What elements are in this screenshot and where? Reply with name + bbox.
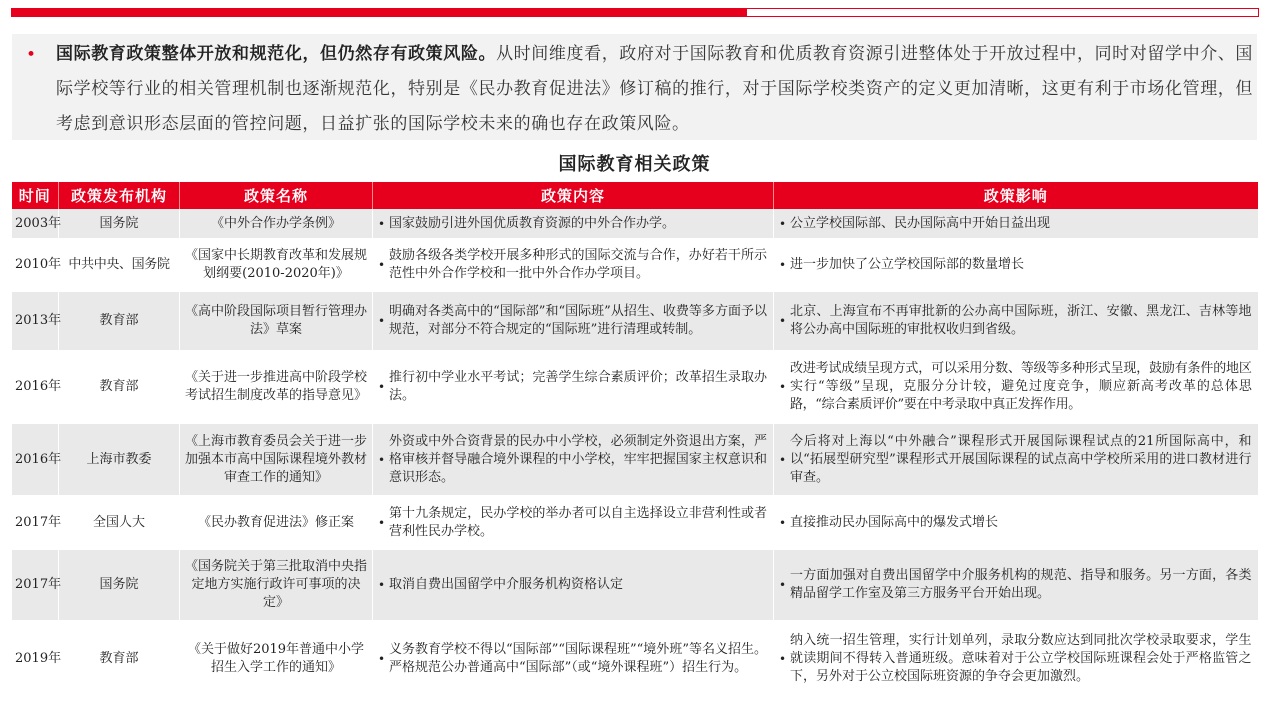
bullet-icon: • <box>26 45 37 65</box>
cell-impact: • 北京、上海宣布不再审批新的公办高中国际班，浙江、安徽、黑龙江、吉林等地将公办高中国际班的审批权收归到省级。 <box>774 292 1258 350</box>
cell-content: • 明确对各类高中的“国际部”和“国际班”从招生、收费等多方面予以规范，对部分不符合规定的“国际班”进行清理或转制。 <box>373 292 774 350</box>
table-row <box>12 350 1258 424</box>
header-name: 政策名称 <box>180 182 373 209</box>
top-progress-bar <box>11 8 1259 17</box>
table-row <box>12 495 1258 550</box>
cell-org: 上海市教委 <box>59 424 180 495</box>
table-row <box>12 209 1258 238</box>
cell-impact: • 改进考试成绩呈现方式，可以采用分数、等级等多种形式呈现，鼓励有条件的地区实行“等级”呈现，克服分分计较，避免过度竞争，顺应新高考改革的总体思路，“综合素质评价”要在中考录取中真正发挥作用。 <box>774 350 1258 424</box>
header-time: 时间 <box>12 182 59 209</box>
cell-policy-name: 《民办教育促进法》修正案 <box>180 495 373 550</box>
cell-content: • 外资或中外合资背景的民办中小学校，必须制定外资退出方案，严格审核并督导融合境外课程的中小学校，牢牢把握国家主权意识和意识形态。 <box>373 424 774 495</box>
cell-policy-name: 《关于做好2019年普通中小学招生入学工作的通知》 <box>180 620 373 698</box>
cell-content: • 第十九条规定，民办学校的举办者可以自主选择设立非营利性或者营利性民办学校。 <box>373 495 774 550</box>
cell-policy-name: 《关于进一步推进高中阶段学校考试招生制度改革的指导意见》 <box>180 350 373 424</box>
cell-content: • 鼓励各级各类学校开展多种形式的国际交流与合作，办好若干所示范性中外合作学校和一批中外合作办学项目。 <box>373 238 774 292</box>
cell-time: 2010年 <box>12 238 59 292</box>
intro-panel <box>12 34 1257 140</box>
policy-table <box>11 182 1258 698</box>
table-row <box>12 424 1258 495</box>
cell-org: 教育部 <box>59 620 180 698</box>
cell-impact: • 直接推动民办国际高中的爆发式增长 <box>774 495 1258 550</box>
cell-org: 国务院 <box>59 209 180 238</box>
table-row <box>12 550 1258 620</box>
cell-time: 2017年 <box>12 550 59 620</box>
table-title: 国际教育相关政策 <box>558 154 711 175</box>
table-row <box>12 238 1258 292</box>
header-impact: 政策影响 <box>774 182 1258 209</box>
cell-policy-name: 《国务院关于第三批取消中央指定地方实施行政许可事项的决定》 <box>180 550 373 620</box>
cell-org: 中共中央、国务院 <box>59 238 180 292</box>
cell-impact: • 进一步加快了公立学校国际部的数量增长 <box>774 238 1258 292</box>
cell-content: • 推行初中学业水平考试；完善学生综合素质评价；改革招生录取办法。 <box>373 350 774 424</box>
cell-impact: • 一方面加强对自费出国留学中介服务机构的规范、指导和服务。另一方面，各类精品留学工作室及第三方服务平台开始出现。 <box>774 550 1258 620</box>
cell-org: 全国人大 <box>59 495 180 550</box>
cell-org: 国务院 <box>59 550 180 620</box>
cell-policy-name: 《高中阶段国际项目暂行管理办法》草案 <box>180 292 373 350</box>
cell-policy-name: 《上海市教育委员会关于进一步加强本市高中国际课程境外教材审查工作的通知》 <box>180 424 373 495</box>
intro-paragraph <box>56 37 1253 142</box>
cell-time: 2016年 <box>12 424 59 495</box>
cell-content: • 义务教育学校不得以“国际部”“国际课程班”“境外班”等名义招生。严格规范公办普通高中“国际部”（或“境外课程班”）招生行为。 <box>373 620 774 698</box>
cell-org: 教育部 <box>59 350 180 424</box>
top-progress-bar-fill <box>12 9 747 16</box>
cell-impact: • 公立学校国际部、民办国际高中开始日益出现 <box>774 209 1258 238</box>
table-header-row <box>12 182 1258 209</box>
cell-content: • 取消自费出国留学中介服务机构资格认定 <box>373 550 774 620</box>
cell-time: 2019年 <box>12 620 59 698</box>
cell-time: 2013年 <box>12 292 59 350</box>
header-org: 政策发布机构 <box>59 182 180 209</box>
table-row <box>12 292 1258 350</box>
cell-content: • 国家鼓励引进外国优质教育资源的中外合作办学。 <box>373 209 774 238</box>
cell-time: 2017年 <box>12 495 59 550</box>
cell-time: 2016年 <box>12 350 59 424</box>
cell-policy-name: 《国家中长期教育改革和发展规划纲要(2010-2020年)》 <box>180 238 373 292</box>
cell-impact: • 今后将对上海以“中外融合”课程形式开展国际课程试点的21所国际高中，和以“拓展型研究型”课程形式开展国际课程的试点高中学校所采用的进口教材进行审查。 <box>774 424 1258 495</box>
cell-policy-name: 《中外合作办学条例》 <box>180 209 373 238</box>
header-content: 政策内容 <box>373 182 774 209</box>
cell-impact: • 纳入统一招生管理，实行计划单列，录取分数应达到同批次学校录取要求，学生就读期间不得转入普通班级。意味着对于公立学校国际班课程会处于严格监管之下，另外对于公立校国际班资源的争夺会更加激烈。 <box>774 620 1258 698</box>
intro-heading: 国际教育政策整体开放和规范化，但仍然存有政策风险。 <box>56 44 497 64</box>
intro-body: 从时间维度看，政府对于国际教育和优质教育资源引进整体处于开放过程中，同时对留学中介、国际学校等行业的相关管理机制也逐渐规范化，特别是《民办教育促进法》修订稿的推行，对于国际学校类资产的定义更加清晰，这更有利于市场化管理，但考虑到意识形态层面的管控问题，日益扩张的国际学校未来的确也存在政策风险。 <box>56 44 1253 134</box>
cell-org: 教育部 <box>59 292 180 350</box>
table-row <box>12 620 1258 698</box>
cell-time: 2003年 <box>12 209 59 238</box>
